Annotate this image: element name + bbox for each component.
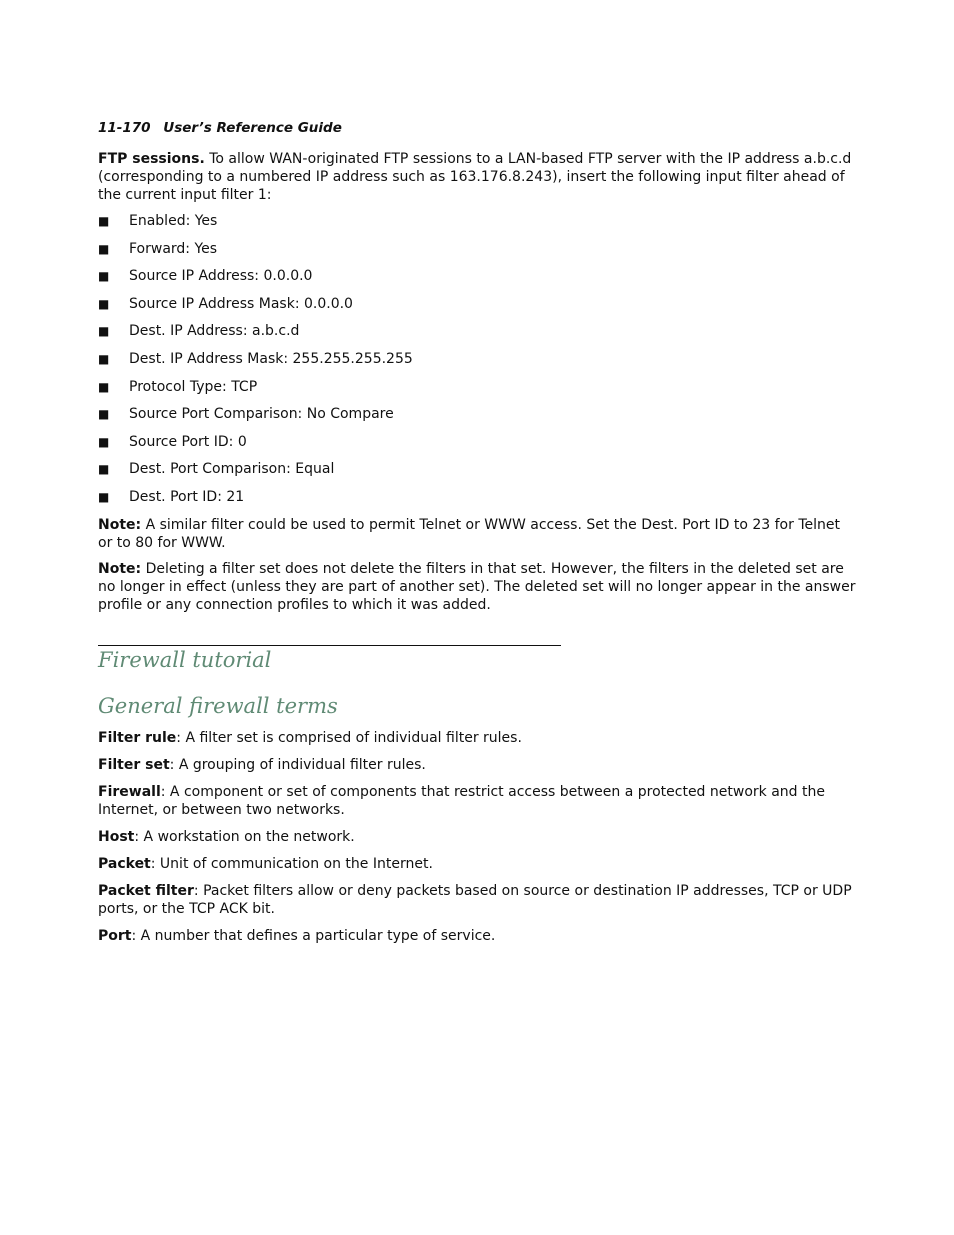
bullet-icon: ■ [98, 407, 110, 422]
bullet-icon: ■ [98, 434, 110, 449]
ftp-paragraph [98, 150, 858, 204]
definition-term: Packet [98, 855, 151, 872]
definition-term: Filter set [98, 756, 170, 773]
definition-text: : Unit of communication on the Internet. [150, 855, 433, 872]
bullet-icon: ■ [98, 489, 110, 504]
note-label: Note: [98, 560, 142, 577]
list-item: ■ Protocol Type: TCP [98, 378, 258, 395]
definition-item [98, 882, 858, 918]
definitions-list [98, 729, 858, 945]
bullet-icon: ■ [98, 351, 110, 366]
document-page [98, 118, 858, 954]
ftp-text: To allow WAN-originated FTP sessions to a LAN-based FTP server with the IP address a.b.c.d (corresponding to a numbered IP address such as 163.176.8.243), insert the following input filter ahead of the current input filter 1: [98, 151, 852, 203]
definition-item [98, 756, 858, 774]
bullet-icon: ■ [98, 241, 110, 256]
list-item: ■ Dest. Port Comparison: Equal [98, 461, 335, 478]
definition-item [98, 729, 858, 747]
note-telnet-www [98, 516, 858, 552]
definition-item [98, 828, 858, 846]
definition-text: : Packet filters allow or deny packets based on source or destination IP addresses, TCP or UDP ports, or the TCP ACK bit. [98, 882, 852, 917]
definition-text: : A component or set of components that restrict access between a protected network and the Internet, or between two networks. [98, 783, 825, 818]
list-item: ■ Dest. Port ID: 21 [98, 488, 245, 505]
list-item: ■ Forward: Yes [98, 240, 218, 257]
definition-term: Packet filter [98, 882, 194, 899]
list-item: ■ Source Port Comparison: No Compare [98, 406, 394, 423]
list-item: ■ Enabled: Yes [98, 213, 218, 229]
bullet-icon: ■ [98, 379, 110, 394]
guide-title: User’s Reference Guide [163, 120, 342, 136]
definition-text: : A filter set is comprised of individual filter rules. [176, 729, 522, 746]
definition-term: Host [98, 828, 135, 845]
filter-settings-list [98, 212, 858, 506]
note-label: Note: [98, 516, 142, 533]
definition-item [98, 927, 858, 945]
list-item: ■ Source IP Address Mask: 0.0.0.0 [98, 295, 353, 312]
list-item: ■ Source Port ID: 0 [98, 433, 247, 450]
definition-item [98, 783, 858, 819]
definition-term: Filter rule [98, 729, 177, 746]
definition-text: : A grouping of individual filter rules. [169, 756, 426, 773]
list-item: ■ Source IP Address: 0.0.0.0 [98, 268, 313, 285]
definition-term: Port [98, 927, 132, 944]
bullet-icon: ■ [98, 214, 110, 228]
definition-term: Firewall [98, 783, 161, 800]
bullet-icon: ■ [98, 296, 110, 311]
definition-text: : A number that defines a particular type of service. [131, 927, 496, 944]
definition-text: : A workstation on the network. [134, 828, 355, 845]
note-text: Deleting a filter set does not delete the filters in that set. However, the filters in the deleted set are no longer in effect (unless they are part of another set). The deleted set will no longer appear in the answer profile or any connection profiles to which it was added. [98, 560, 856, 613]
ftp-lead: FTP sessions. [98, 151, 205, 167]
section-divider [98, 645, 561, 646]
list-item: ■ Dest. IP Address Mask: 255.255.255.255 [98, 350, 413, 367]
running-header [98, 118, 858, 138]
definition-item [98, 855, 858, 873]
list-item: ■ Dest. IP Address: a.b.c.d [98, 323, 300, 340]
bullet-icon: ■ [98, 324, 110, 339]
note-deleting-filter-set [98, 560, 858, 614]
note-text: A similar filter could be used to permit Telnet or WWW access. Set the Dest. Port ID to 23 for Telnet or to 80 for WWW. [98, 516, 840, 551]
bullet-icon: ■ [98, 462, 110, 477]
section-title: Firewall tutorial [98, 647, 272, 672]
subsection-title: General firewall terms [98, 693, 338, 718]
page-number: 11-170 [98, 120, 151, 136]
bullet-icon: ■ [98, 269, 110, 284]
